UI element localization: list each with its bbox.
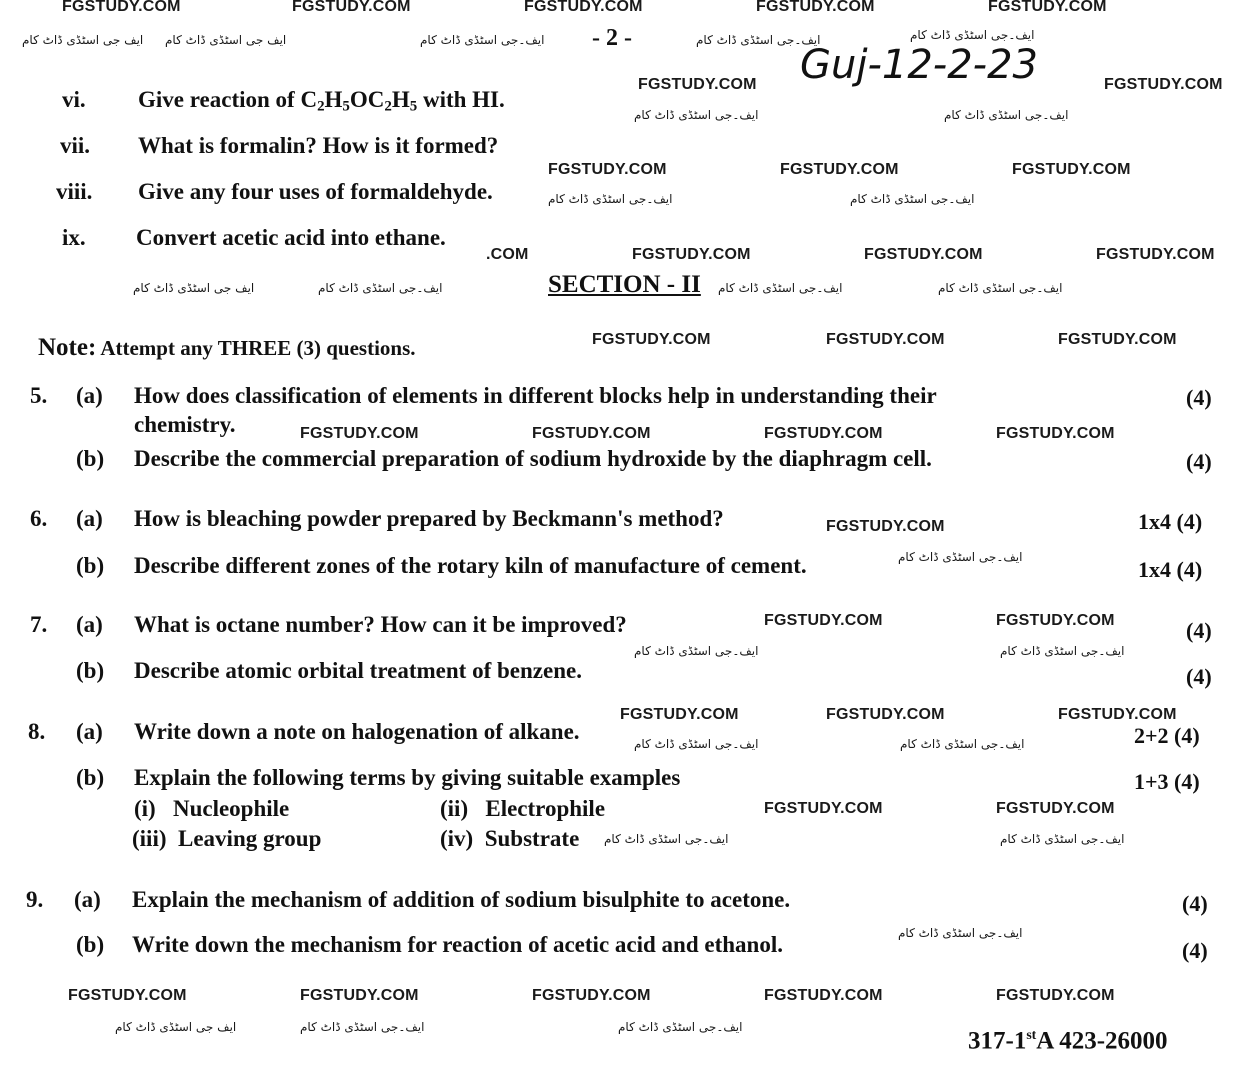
question-text: Give reaction of C bbox=[138, 87, 318, 112]
watermark: FGSTUDY.COM bbox=[826, 331, 945, 348]
marks: (4) bbox=[1182, 891, 1208, 916]
watermark: FGSTUDY.COM bbox=[764, 987, 883, 1004]
watermark-urdu: ایف جی اسٹڈی ڈاٹ کام bbox=[165, 33, 287, 47]
question-9b: Write down the mechanism for reaction of acetic acid and ethanol. bbox=[132, 932, 783, 957]
watermark-urdu: ایف جی اسٹڈی ڈاٹ کام bbox=[115, 1020, 237, 1034]
watermark: FGSTUDY.COM bbox=[996, 612, 1115, 629]
watermark: FGSTUDY.COM bbox=[632, 246, 751, 263]
part-label: (a) bbox=[76, 506, 103, 531]
question-8a: Write down a note on halogenation of alkane. bbox=[134, 719, 580, 744]
handwritten-date: Guj-12-2-23 bbox=[800, 42, 1039, 88]
watermark: FGSTUDY.COM bbox=[1096, 246, 1215, 263]
watermark: FGSTUDY.COM bbox=[1058, 706, 1177, 723]
paper-code-prefix: 317-1 bbox=[968, 1027, 1027, 1055]
watermark: FGSTUDY.COM bbox=[592, 331, 711, 348]
watermark: FGSTUDY.COM bbox=[300, 425, 419, 442]
watermark-urdu: ایف۔جی اسٹڈی ڈاٹ کام bbox=[618, 1020, 743, 1034]
term-label: (i) bbox=[134, 796, 156, 821]
term-ii bbox=[440, 796, 605, 822]
watermark-urdu: ایف۔جی اسٹڈی ڈاٹ کام bbox=[900, 737, 1025, 751]
part-label: (b) bbox=[76, 765, 105, 790]
question-6b: Describe different zones of the rotary kiln of manufacture of cement. bbox=[134, 553, 807, 578]
watermark: FGSTUDY.COM bbox=[620, 706, 739, 723]
question-5a: How does classification of elements in different blocks help in understanding their bbox=[134, 383, 937, 408]
page-number: - 2 - bbox=[592, 25, 632, 51]
marks: 1+3 (4) bbox=[1134, 769, 1200, 794]
part-label: (b) bbox=[76, 932, 105, 957]
section-title: SECTION - II bbox=[548, 271, 701, 298]
watermark-urdu: ایف۔جی اسٹڈی ڈاٹ کام bbox=[1000, 832, 1125, 846]
watermark: FGSTUDY.COM bbox=[62, 0, 181, 15]
short-question-vii: What is formalin? How is it formed? bbox=[138, 133, 499, 158]
paper-code bbox=[968, 1027, 1168, 1056]
watermark: FGSTUDY.COM bbox=[638, 76, 757, 93]
paper-code-sup: st bbox=[1026, 1027, 1037, 1042]
watermark-urdu: ایف۔جی اسٹڈی ڈاٹ کام bbox=[898, 926, 1023, 940]
watermark: FGSTUDY.COM bbox=[780, 161, 899, 178]
term-text: Electrophile bbox=[485, 796, 606, 821]
watermark: FGSTUDY.COM bbox=[1058, 331, 1177, 348]
marks: (4) bbox=[1186, 618, 1212, 643]
watermark-urdu: ایف۔جی اسٹڈی ڈاٹ کام bbox=[944, 108, 1069, 122]
term-i bbox=[134, 796, 289, 822]
watermark-urdu: ایف۔جی اسٹڈی ڈاٹ کام bbox=[300, 1020, 425, 1034]
watermark: FGSTUDY.COM bbox=[1104, 76, 1223, 93]
watermark: .COM bbox=[486, 246, 529, 263]
watermark-urdu: ایف۔جی اسٹڈی ڈاٹ کام bbox=[318, 281, 443, 295]
question-6a: How is bleaching powder prepared by Beckmann's method? bbox=[134, 506, 724, 531]
term-text: Leaving group bbox=[178, 826, 322, 851]
short-question-ix: Convert acetic acid into ethane. bbox=[136, 225, 446, 250]
watermark: FGSTUDY.COM bbox=[548, 161, 667, 178]
part-label: (a) bbox=[76, 719, 103, 744]
question-5b: Describe the commercial preparation of sodium hydroxide by the diaphragm cell. bbox=[134, 446, 932, 471]
watermark: FGSTUDY.COM bbox=[756, 0, 875, 15]
watermark: FGSTUDY.COM bbox=[300, 987, 419, 1004]
item-roman: vii. bbox=[60, 133, 91, 158]
watermark-urdu: ایف۔جی اسٹڈی ڈاٹ کام bbox=[548, 192, 673, 206]
question-text: with HI. bbox=[417, 87, 505, 112]
watermark: FGSTUDY.COM bbox=[996, 800, 1115, 817]
part-label: (a) bbox=[74, 887, 101, 912]
question-number: 7. bbox=[30, 612, 48, 637]
watermark: FGSTUDY.COM bbox=[292, 0, 411, 15]
watermark-urdu: ایف۔جی اسٹڈی ڈاٹ کام bbox=[938, 281, 1063, 295]
short-question-viii: Give any four uses of formaldehyde. bbox=[138, 179, 493, 204]
question-7a: What is octane number? How can it be improved? bbox=[134, 612, 627, 637]
watermark: FGSTUDY.COM bbox=[1012, 161, 1131, 178]
term-label: (ii) bbox=[440, 796, 469, 821]
watermark: FGSTUDY.COM bbox=[988, 0, 1107, 15]
question-8b: Explain the following terms by giving suitable examples bbox=[134, 765, 681, 790]
watermark-urdu: ایف۔جی اسٹڈی ڈاٹ کام bbox=[850, 192, 975, 206]
watermark-urdu: ایف۔جی اسٹڈی ڈاٹ کام bbox=[910, 28, 1035, 42]
watermark-urdu: ایف۔جی اسٹڈی ڈاٹ کام bbox=[898, 550, 1023, 564]
term-iii bbox=[132, 826, 321, 852]
question-7b: Describe atomic orbital treatment of benzene. bbox=[134, 658, 582, 683]
watermark-urdu: ایف۔جی اسٹڈی ڈاٹ کام bbox=[718, 281, 843, 295]
note-text: Attempt any THREE (3) questions. bbox=[100, 336, 416, 360]
watermark-urdu: ایف۔جی اسٹڈی ڈاٹ کام bbox=[634, 737, 759, 751]
question-number: 9. bbox=[26, 887, 44, 912]
question-number: 8. bbox=[28, 719, 46, 744]
question-5a-cont: chemistry. bbox=[134, 412, 236, 437]
short-question-vi: Give reaction of $C_2H_5OC_2H_5$ with HI. bbox=[138, 87, 505, 115]
instructions-note bbox=[38, 334, 416, 362]
watermark: FGSTUDY.COM bbox=[524, 0, 643, 15]
watermark-urdu: ایف جی اسٹڈی ڈاٹ کام bbox=[133, 281, 255, 295]
item-roman: vi. bbox=[62, 87, 86, 112]
term-iv bbox=[440, 826, 579, 852]
marks: 1x4 (4) bbox=[1138, 557, 1203, 582]
watermark: FGSTUDY.COM bbox=[532, 425, 651, 442]
marks: (4) bbox=[1186, 449, 1212, 474]
term-text: Substrate bbox=[484, 826, 580, 851]
note-label: Note: bbox=[38, 334, 97, 361]
watermark: FGSTUDY.COM bbox=[764, 612, 883, 629]
watermark-urdu: ایف جی اسٹڈی ڈاٹ کام bbox=[22, 33, 144, 47]
question-number: 5. bbox=[30, 383, 48, 408]
watermark-urdu: ایف۔جی اسٹڈی ڈاٹ کام bbox=[634, 108, 759, 122]
watermark-urdu: ایف۔جی اسٹڈی ڈاٹ کام bbox=[604, 832, 729, 846]
watermark-urdu: ایف۔جی اسٹڈی ڈاٹ کام bbox=[420, 33, 545, 47]
item-roman: viii. bbox=[56, 179, 93, 204]
marks: (4) bbox=[1186, 385, 1212, 410]
part-label: (a) bbox=[76, 383, 103, 408]
watermark-urdu: ایف۔جی اسٹڈی ڈاٹ کام bbox=[634, 644, 759, 658]
watermark-urdu: ایف۔جی اسٹڈی ڈاٹ کام bbox=[696, 33, 821, 47]
watermark: FGSTUDY.COM bbox=[996, 987, 1115, 1004]
part-label: (a) bbox=[76, 612, 103, 637]
watermark-urdu: ایف۔جی اسٹڈی ڈاٹ کام bbox=[1000, 644, 1125, 658]
question-9a: Explain the mechanism of addition of sodium bisulphite to acetone. bbox=[132, 887, 791, 912]
term-text: Nucleophile bbox=[172, 796, 290, 821]
watermark: FGSTUDY.COM bbox=[532, 987, 651, 1004]
watermark: FGSTUDY.COM bbox=[764, 800, 883, 817]
part-label: (b) bbox=[76, 553, 105, 578]
watermark: FGSTUDY.COM bbox=[864, 246, 983, 263]
watermark: FGSTUDY.COM bbox=[826, 518, 945, 535]
item-roman: ix. bbox=[62, 225, 86, 250]
watermark: FGSTUDY.COM bbox=[996, 425, 1115, 442]
term-label: (iii) bbox=[132, 826, 167, 851]
paper-code-suffix: A 423-26000 bbox=[1036, 1027, 1168, 1055]
marks: 2+2 (4) bbox=[1134, 723, 1200, 748]
marks: 1x4 (4) bbox=[1138, 509, 1203, 534]
watermark: FGSTUDY.COM bbox=[764, 425, 883, 442]
marks: (4) bbox=[1186, 664, 1212, 689]
watermark: FGSTUDY.COM bbox=[826, 706, 945, 723]
part-label: (b) bbox=[76, 658, 105, 683]
question-number: 6. bbox=[30, 506, 48, 531]
part-label: (b) bbox=[76, 446, 105, 471]
term-label: (iv) bbox=[440, 826, 474, 851]
watermark: FGSTUDY.COM bbox=[68, 987, 187, 1004]
marks: (4) bbox=[1182, 938, 1208, 963]
